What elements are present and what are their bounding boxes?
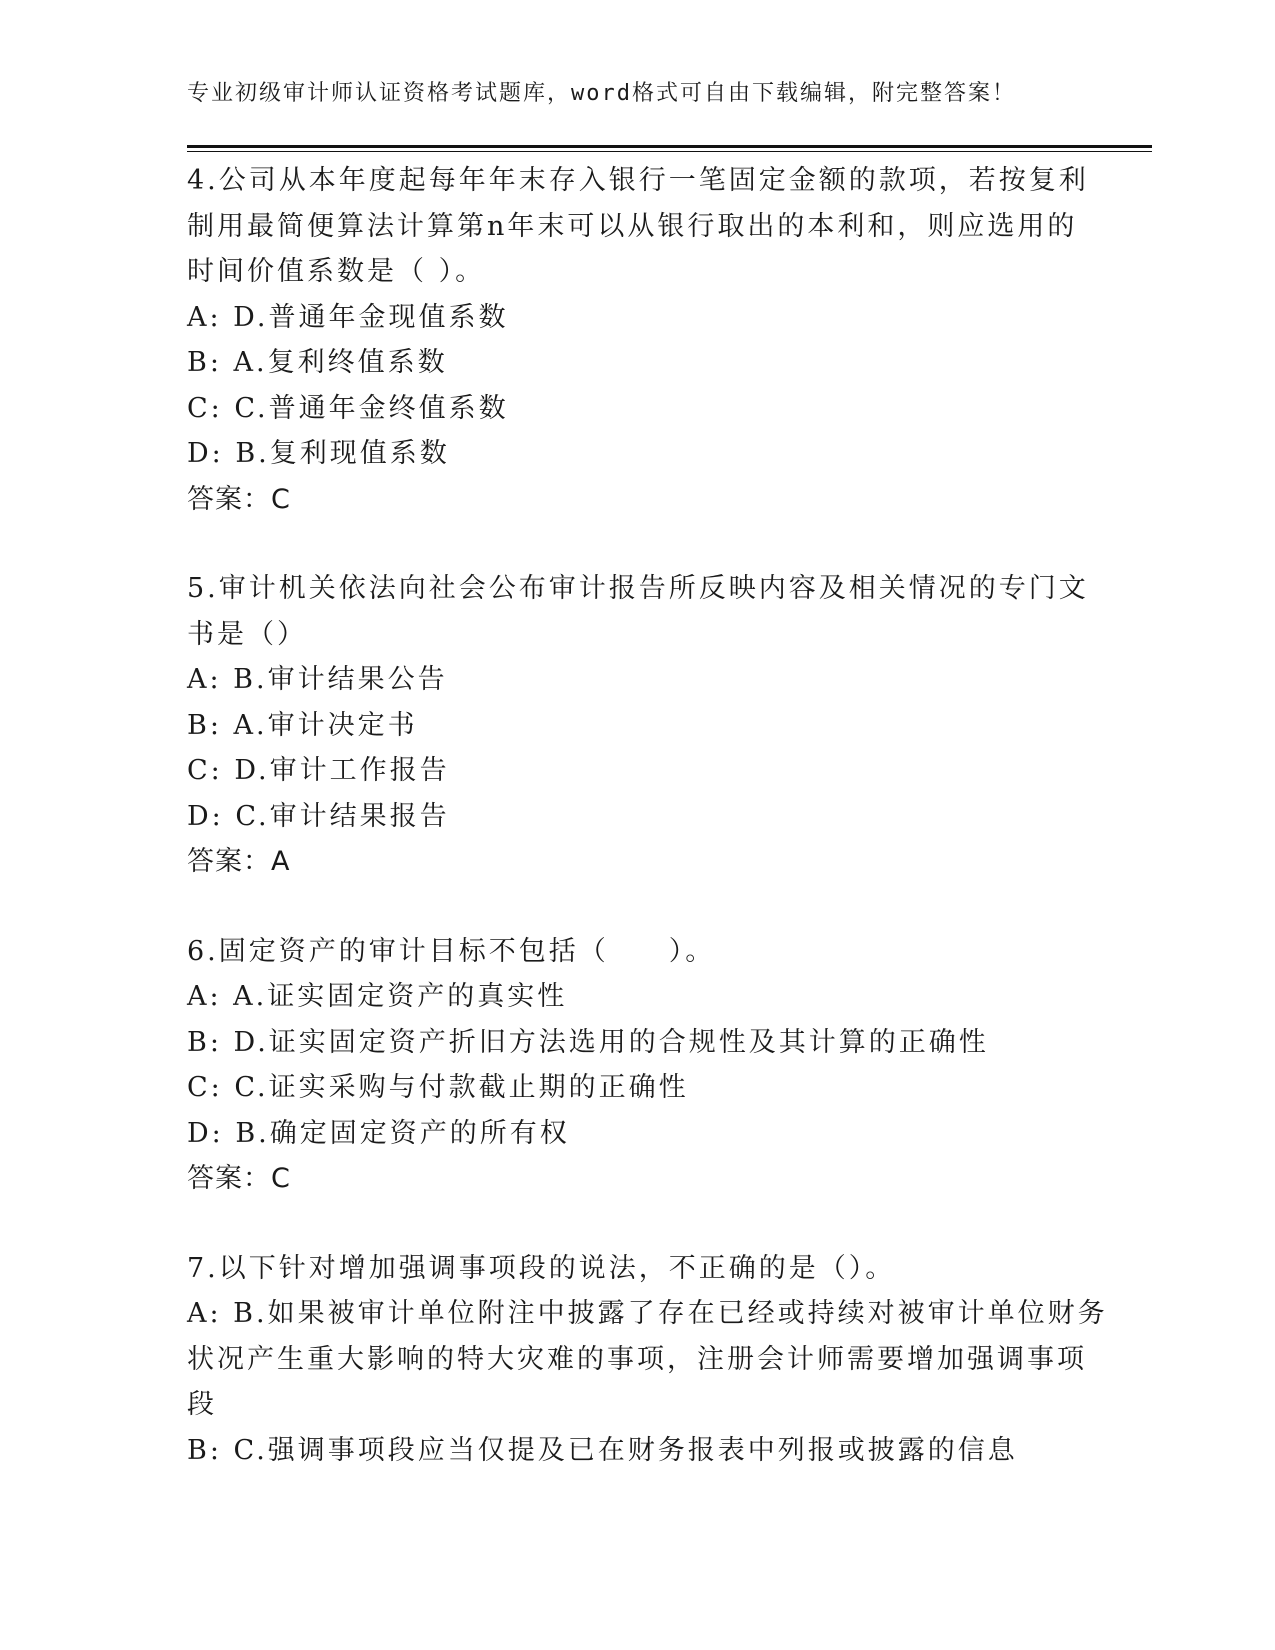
- answer-line: 答案：A: [187, 846, 291, 877]
- answer-line: 答案：C: [187, 1163, 291, 1194]
- stem-line: 4.公司从本年度起每年年末存入银行一笔固定金额的款项，若按复利: [187, 165, 1089, 196]
- stem-line: 5.审计机关依法向社会公布审计报告所反映内容及相关情况的专门文: [187, 573, 1089, 604]
- option-a: A: D.普通年金现值系数: [187, 301, 509, 333]
- option-b: B: A.审计决定书: [187, 709, 418, 741]
- stem-line: 时间价值系数是（ ）。: [187, 256, 486, 287]
- stem-line: 制用最简便算法计算第n年末可以从银行取出的本利和，则应选用的: [187, 210, 1078, 242]
- question-list: [187, 158, 1108, 1517]
- option-c: C: C.普通年金终值系数: [187, 392, 509, 424]
- header-rule-thick: [187, 145, 1152, 148]
- question-block: [187, 929, 1087, 1202]
- question-block: [187, 158, 1087, 522]
- option-d: D: C.审计结果报告: [187, 800, 450, 832]
- question-stem: [187, 566, 1087, 657]
- header-rule-thin: [187, 151, 1152, 152]
- option-a: A: B.如果被审计单位附注中披露了存在已经或持续对被审计单位财务: [187, 1298, 1108, 1329]
- option-c: C: C.证实采购与付款截止期的正确性: [187, 1072, 689, 1103]
- option-a-continued: 段: [187, 1389, 217, 1420]
- option-b: B: A.复利终值系数: [187, 347, 448, 378]
- option-d: D: B.确定固定资产的所有权: [187, 1117, 570, 1149]
- question-block: [187, 1246, 1108, 1474]
- answer-line: 答案：C: [187, 483, 291, 515]
- option-b: B: C.强调事项段应当仅提及已在财务报表中列报或披露的信息: [187, 1434, 1018, 1466]
- page-header-text: 专业初级审计师认证资格考试题库，word格式可自由下载编辑，附完整答案！: [187, 81, 1016, 106]
- question-stem: [187, 158, 1087, 295]
- option-c: C: D.审计工作报告: [187, 755, 450, 786]
- question-block: [187, 566, 1087, 885]
- question-stem: [187, 1246, 1087, 1292]
- stem-line: 6.固定资产的审计目标不包括（ ）。: [187, 935, 716, 967]
- question-stem: [187, 929, 1087, 975]
- stem-line: 7.以下针对增加强调事项段的说法，不正确的是（）。: [187, 1252, 896, 1284]
- option-a: A: A.证实固定资产的真实性: [187, 981, 568, 1012]
- option-d: D: B.复利现值系数: [187, 438, 450, 469]
- option-a: A: B.审计结果公告: [187, 664, 448, 695]
- option-b: B: D.证实固定资产折旧方法选用的合规性及其计算的正确性: [187, 1026, 989, 1058]
- stem-line: 书是（）: [187, 618, 307, 650]
- option-a-continued: 状况产生重大影响的特大灾难的事项，注册会计师需要增加强调事项: [187, 1343, 1087, 1375]
